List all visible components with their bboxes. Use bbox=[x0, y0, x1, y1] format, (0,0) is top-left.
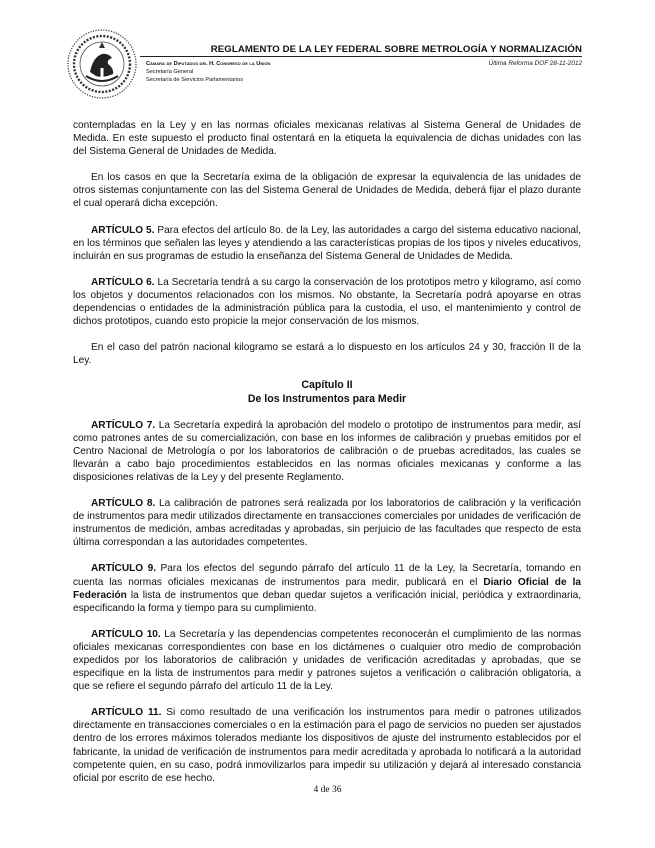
article-10 bbox=[73, 628, 581, 693]
paragraph-kilogram: En el caso del patrón nacional kilogramo se estará a lo dispuesto en los artículos 24 y 30, fracción II de la Ley. bbox=[73, 342, 581, 367]
document-header-title: REGLAMENTO DE LA LEY FEDERAL SOBRE METROLOGÍA Y NORMALIZACIÓN bbox=[210, 44, 582, 55]
article-5 bbox=[73, 224, 581, 263]
chamber-name: Cámara de Diputados del H. Congreso de la Unión bbox=[146, 61, 271, 67]
chapter-number: Capítulo II bbox=[301, 379, 353, 392]
chapter-heading bbox=[73, 379, 581, 406]
article-5-label: ARTÍCULO 5. bbox=[91, 224, 155, 236]
article-7-text: La Secretaría expedirá la aprobación del modelo o prototipo de instrumentos para medir, así como patrones antes de su comercialización, con base en los informes de calibración y pruebas emitidos por el Centro Nacional de Metrología o por los laboratorios de calibración o de pruebas acreditados, las cuales se llevarán a cabo bajo procedimientos establecidos en las normas oficiales mexicanas y conforme a las disposiciones relativas de la Ley y del presente Reglamento. bbox=[73, 419, 581, 483]
article-8-text: La calibración de patrones será realizada por los laboratorios de calibración y la verificación de instrumentos para medir utilizados directamente en transacciones comerciales por unidades de verificación de instrumentos de medición, ambas acreditadas y aprobadas, sin perjuicio de las facultades que respecto de esta última correspondan a las autoridades competentes. bbox=[73, 498, 581, 549]
article-8 bbox=[73, 497, 581, 549]
article-9-dof: Diario Oficial de la Federación bbox=[73, 576, 581, 601]
article-6-text: La Secretaría tendrá a su cargo la conservación de los prototipos metro y kilogramo, así como los objetos y documentos relacionados con los mismos. No obstante, la Secretaría podrá apoyarse en otras dependencias o entidades de la administración pública para la custodia, el uso, el mantenimiento y control de dichos prototipos, cuando esto propicie la mejor conservación de los mismos. bbox=[73, 276, 581, 328]
header-institution-block bbox=[146, 60, 270, 84]
article-11-text: Si como resultado de una verificación los instrumentos para medir o patrones utilizados directamente en transacciones comerciales o en la estimación para el pago de servicios no pueden ser ajustados dentro de los errores máximos tolerados mediante los dispositivos de ajuste del instrumento establecidos por el fabricante, la unidad de verificación de instrumentos para medir acreditada y aprobada lo notificará a la autoridad competente quien, en su caso, podrá inmovilizarlos para impedir su utilización y dejará al interesado constancia oficial por escrito de ese hecho. bbox=[73, 707, 581, 784]
article-9 bbox=[73, 562, 581, 614]
paragraph-continuation: contempladas en la Ley y en las normas oficiales mexicanas relativas al Sistema General de Unidades de Medida. En este supuesto el producto final ostentará en la etiqueta la equivalencia de dichas unidades con las del Sistema General de Unidades de Medida. bbox=[73, 120, 581, 158]
services-name: Secretaría de Servicios Parlamentarios bbox=[146, 77, 244, 83]
paragraph-exemption: En los casos en que la Secretaría exima de la obligación de expresar la equivalencia de las unidades de otros sistemas conjuntamente con las del Sistema General de Unidades de Medida, deberá fijar el plazo durante el cual operará dicha excepción. bbox=[73, 172, 581, 210]
document-body bbox=[73, 119, 581, 798]
article-6-label: ARTÍCULO 6. bbox=[91, 276, 155, 288]
last-reform-date: Última Reforma DOF 28-11-2012 bbox=[488, 60, 582, 67]
article-11-label: ARTÍCULO 11. bbox=[91, 707, 162, 719]
article-11 bbox=[73, 706, 581, 785]
article-10-text: La Secretaría y las dependencias competentes reconocerán el cumplimiento de las normas oficiales mexicanas correspondientes con base en los dictámenes o cualquier otro medio de comprobación expedidos por los laboratorios de calibración y unidades de verificación acreditadas y aprobadas, que se especifique en la lista de instrumentos para medir y patrones sujetos a verificación o calibración obligatoria, a que se refiere el segundo párrafo del artículo 11 de la Ley. bbox=[73, 628, 581, 693]
article-6 bbox=[73, 276, 581, 328]
header-divider bbox=[140, 56, 582, 57]
chapter-title: De los Instrumentos para Medir bbox=[247, 393, 407, 405]
article-9-label: ARTÍCULO 9. bbox=[91, 563, 157, 575]
chamber-seal-logo bbox=[66, 28, 138, 100]
page-number: 4 de 36 bbox=[313, 785, 342, 795]
article-8-label: ARTÍCULO 8. bbox=[91, 498, 156, 510]
article-10-label: ARTÍCULO 10. bbox=[91, 628, 161, 640]
article-7-label: ARTÍCULO 7. bbox=[91, 419, 156, 431]
article-9-text-a: Para los efectos del segundo párrafo del artículo 11 de la Ley, la Secretaría, tomando en cuenta las normas oficiales mexicanas de instrumentos para medir, publicará en el bbox=[73, 563, 582, 588]
article-9-text-b: la lista de instrumentos que deban quedar sujetos a verificación inicial, periódica y extraordinaria, especificando la forma y tiempo para su cumplimiento. bbox=[73, 589, 581, 614]
secretariat-name: Secretaría General bbox=[146, 69, 194, 75]
article-5-text: Para efectos del artículo 8o. de la Ley, las autoridades a cargo del sistema educativo nacional, en los términos que señalen las leyes y atendiendo a las características propias de los tipos y niveles educativos, incluirán en sus programas de estudio la enseñanza del Sistema General de Unidades de Medida. bbox=[73, 224, 582, 262]
article-7 bbox=[73, 419, 581, 484]
